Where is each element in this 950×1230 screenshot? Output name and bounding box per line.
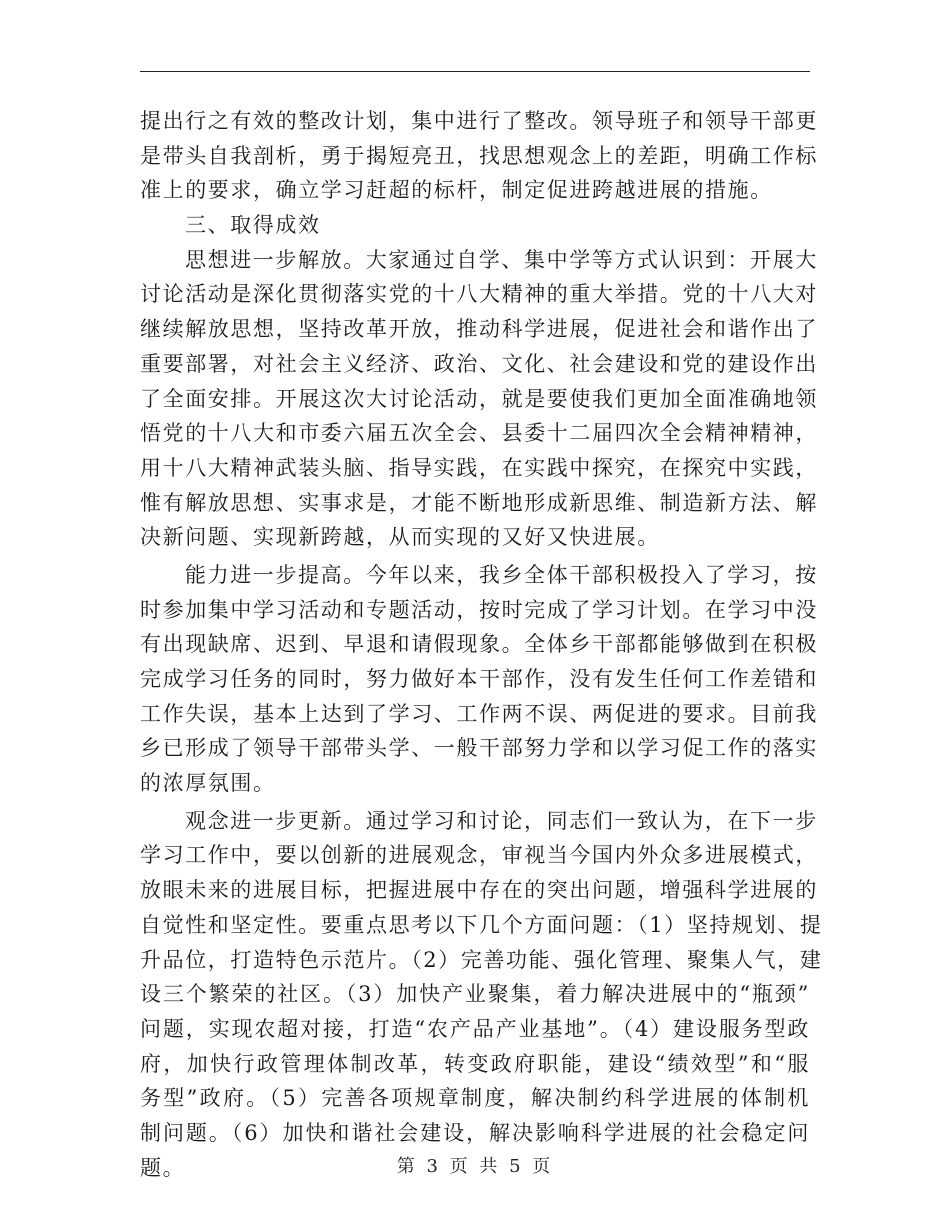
paragraph-line: 惟有解放思想、实事求是，才能不断地形成新思维、制造新方法、解 <box>140 490 818 515</box>
paragraph-line: 完成学习任务的同时，努力做好本干部作，没有发生任何工作差错和 <box>140 667 818 691</box>
paragraph-line: 悟党的十八大和市委六届五次全会、县委十二届四次全会精神精神， <box>140 421 818 446</box>
paragraph-line: 设三个繁荣的社区。（3）加快产业聚集，着力解决进展中的“瓶颈” <box>140 982 810 1007</box>
paragraph-line: 题。 <box>140 1155 186 1180</box>
paragraph-line: 有出现缺席、迟到、早退和请假现象。全体乡干部都能够做到在积极 <box>140 632 818 657</box>
paragraph-line: 升品位，打造特色示范片。（2）完善功能、强化管理、聚集人气，建 <box>140 947 823 972</box>
paragraph-line: 能力进一步提高。今年以来，我乡全体干部积极投入了学习，按 <box>185 562 818 587</box>
paragraph-line: 工作失误，基本上达到了学习、工作两不误、两促进的要求。目前我 <box>140 701 818 726</box>
paragraph-line: 讨论活动是深化贯彻落实党的十八大精神的重大举措。党的十八大对 <box>140 282 818 307</box>
paragraph-line: 府，加快行政管理体制改革，转变政府职能，建设“绩效型”和“服 <box>140 1051 810 1076</box>
paragraph-line: 时参加集中学习活动和专题活动，按时完成了学习计划。在学习中没 <box>140 597 818 622</box>
paragraph-line: 观念进一步更新。通过学习和讨论，同志们一致认为，在下一步 <box>185 808 818 833</box>
paragraph-line: 是带头自我剖析，勇于揭短亮丑，找思想观念上的差距，明确工作标 <box>140 143 818 168</box>
paragraph-line: 的浓厚氛围。 <box>140 771 276 796</box>
paragraph-line: 提出行之有效的整改计划，集中进行了整改。领导班子和领导干部更 <box>140 109 818 133</box>
paragraph-line: 学习工作中，要以创新的进展观念，审视当今国内外众多进展模式， <box>140 843 818 868</box>
paragraph-line: 决新问题、实现新跨越，从而实现的又好又快进展。 <box>140 525 660 550</box>
paragraph-line: 乡已形成了领导干部带头学、一般干部努力学和以学习促工作的落实 <box>140 736 818 761</box>
paragraph-line: 重要部署，对社会主义经济、政治、文化、社会建设和党的建设作出 <box>140 351 818 376</box>
paragraph-line: 继续解放思想，坚持改革开放，推动科学进展，促进社会和谐作出了 <box>140 317 818 342</box>
paragraph-line: 务型”政府。（5）完善各项规章制度，解决制约科学进展的体制机 <box>140 1086 810 1111</box>
page-number-footer: 第 3 页 共 5 页 <box>396 1156 554 1177</box>
paragraph-line: 放眼未来的进展目标，把握进展中存在的突出问题，增强科学进展的 <box>140 878 818 903</box>
paragraph-line: 用十八大精神武装头脑、指导实践，在实践中探究，在探究中实践， <box>140 455 818 480</box>
header-rule <box>140 71 810 72</box>
document-body <box>140 104 823 1185</box>
paragraph-line: 了全面安排。开展这次大讨论活动，就是要使我们更加全面准确地领 <box>140 386 818 411</box>
paragraph-line: 问题，实现农超对接，打造“农产品产业基地”。（4）建设服务型政 <box>140 1016 810 1041</box>
paragraph-line: 思想进一步解放。大家通过自学、集中学等方式认识到：开展大 <box>185 247 818 272</box>
paragraph-line: 准上的要求，确立学习赶超的标杆，制定促进跨越进展的措施。 <box>140 178 773 203</box>
paragraph-line: 制问题。（6）加快和谐社会建设，解决影响科学进展的社会稳定问 <box>140 1120 810 1145</box>
section-heading: 三、取得成效 <box>185 213 321 238</box>
paragraph-line: 自觉性和坚定性。要重点思考以下几个方面问题：（1）坚持规划、提 <box>140 912 823 937</box>
